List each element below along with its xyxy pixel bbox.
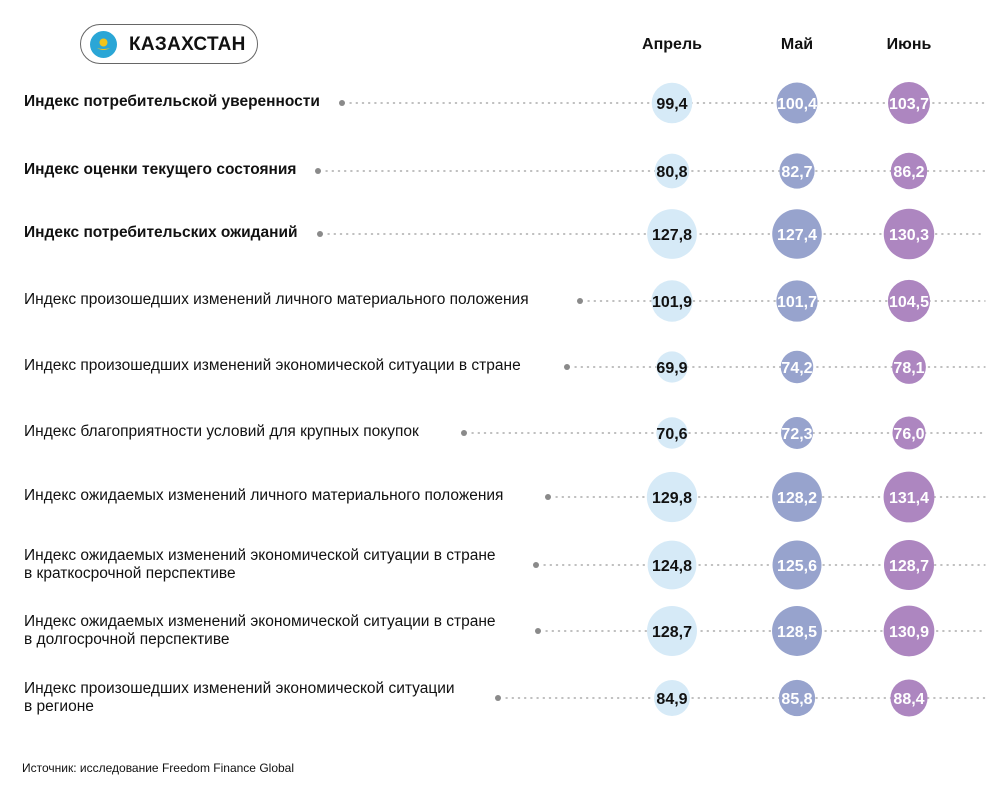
bubble-value-label: 104,5 xyxy=(888,294,930,311)
row-label: Индекс оценки текущего состояния xyxy=(24,161,297,178)
bubble-value-label: 76,0 xyxy=(893,426,925,443)
source-note: Источник: исследование Freedom Finance Global xyxy=(22,761,295,775)
bubble-value-label: 127,4 xyxy=(776,227,818,244)
bubble-value-label: 80,8 xyxy=(656,164,688,181)
row-label: Индекс ожидаемых изменений экономической ситуации в стране в долгосрочной перспективе xyxy=(24,613,496,648)
bubble-value-label: 78,1 xyxy=(893,360,925,377)
bubble-value-label: 101,9 xyxy=(651,294,693,311)
bubble-value-label: 74,2 xyxy=(781,360,813,377)
bubble-value-label: 70,6 xyxy=(656,426,688,443)
bubble-value-label: 86,2 xyxy=(893,164,925,181)
row-leader-dot xyxy=(533,562,539,568)
bubble-value-label: 124,8 xyxy=(651,558,693,575)
country-title: КАЗАХСТАН xyxy=(129,34,246,55)
bubble-value-label: 127,8 xyxy=(651,227,693,244)
bubble-value-label: 125,6 xyxy=(776,558,818,575)
row-leader-dot xyxy=(315,168,321,174)
row-label: Индекс благоприятности условий для крупных покупок xyxy=(24,423,419,440)
row-leader-dot xyxy=(495,695,501,701)
bubble-value-label: 130,9 xyxy=(888,624,930,641)
row-label: Индекс ожидаемых изменений личного материального положения xyxy=(24,487,504,504)
bubble-value-label: 128,5 xyxy=(776,624,818,641)
bubble-value-label: 69,9 xyxy=(656,360,688,377)
bubble-value-label: 103,7 xyxy=(888,96,930,113)
bubble-value-label: 100,4 xyxy=(776,96,818,113)
row-leader-dot xyxy=(461,430,467,436)
bubble-value-label: 128,2 xyxy=(776,490,818,507)
row-label: Индекс произошедших изменений экономической ситуации в стране xyxy=(24,357,521,374)
row-label: Индекс произошедших изменений экономической ситуации в регионе xyxy=(24,680,455,715)
row-label: Индекс потребительской уверенности xyxy=(24,93,320,110)
row-label: Индекс произошедших изменений личного материального положения xyxy=(24,291,529,308)
row-leader-dot xyxy=(545,494,551,500)
row-label: Индекс потребительских ожиданий xyxy=(24,224,298,241)
bubble-value-label: 130,3 xyxy=(888,227,930,244)
bubble-value-label: 72,3 xyxy=(781,426,813,443)
bubble-value-label: 85,8 xyxy=(781,691,813,708)
row-leader-dot xyxy=(564,364,570,370)
bubble-value-label: 82,7 xyxy=(781,164,813,181)
bubble-value-label: 131,4 xyxy=(888,490,930,507)
bubble-value-label: 129,8 xyxy=(651,490,693,507)
column-header-june: Июнь xyxy=(886,36,932,53)
bubble-value-label: 101,7 xyxy=(776,294,818,311)
bubble-value-label: 99,4 xyxy=(656,96,688,113)
row-label: Индекс ожидаемых изменений экономической ситуации в стране в краткосрочной перспективе xyxy=(24,547,496,582)
column-header-may: Май xyxy=(780,36,814,53)
row-leader-dot xyxy=(317,231,323,237)
row-leader-dot xyxy=(535,628,541,634)
bubble-value-label: 84,9 xyxy=(656,691,688,708)
row-leader-dot xyxy=(577,298,583,304)
column-header-april: Апрель xyxy=(642,36,702,53)
bubble-value-label: 128,7 xyxy=(888,558,930,575)
row-leader-dot xyxy=(339,100,345,106)
bubble-value-label: 88,4 xyxy=(893,691,925,708)
bubble-value-label: 128,7 xyxy=(651,624,693,641)
